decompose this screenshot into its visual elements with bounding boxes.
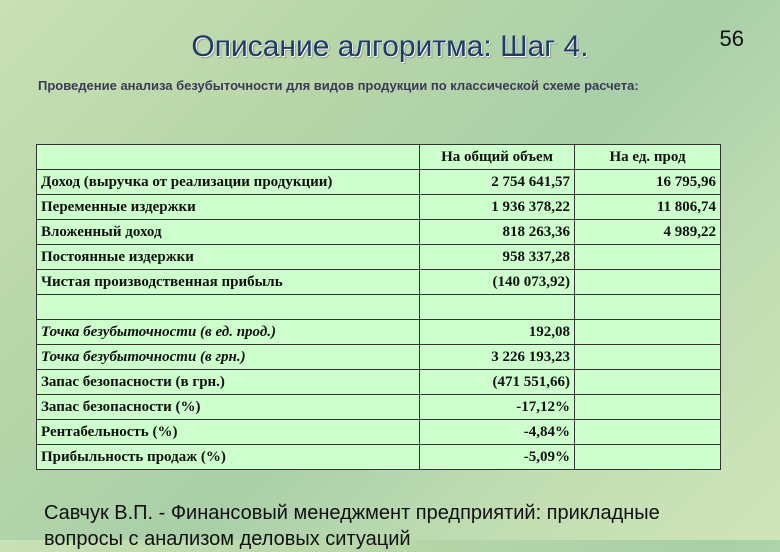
slide-title: Описание алгоритма: Шаг 4. (191, 30, 589, 63)
table-row (37, 395, 721, 420)
header-label (37, 145, 420, 170)
table-row (37, 195, 721, 220)
row-total: 2 754 641,57 (420, 170, 575, 195)
row-unit (575, 445, 721, 470)
slide-subtitle: Проведение анализа безубыточности для видов продукции по классической схеме расчета: (38, 78, 639, 93)
citation (44, 500, 744, 552)
table-row (37, 220, 721, 245)
row-total: -4,84% (420, 420, 575, 445)
table-row (37, 245, 721, 270)
table-row (37, 420, 721, 445)
table-row (37, 170, 721, 195)
row-total: -5,09% (420, 445, 575, 470)
row-unit (575, 320, 721, 345)
table-row (37, 345, 721, 370)
table-row (37, 370, 721, 395)
row-total: -17,12% (420, 395, 575, 420)
row-total: 3 226 193,23 (420, 345, 575, 370)
row-unit: 16 795,96 (575, 170, 721, 195)
row-unit: 11 806,74 (575, 195, 721, 220)
header-per-unit: На ед. прод (575, 145, 721, 170)
row-label: Чистая производственная прибыль (37, 270, 420, 295)
row-label: Рентабельность (%) (37, 420, 420, 445)
row-unit (575, 245, 721, 270)
table-header-row (37, 145, 721, 170)
citation-line-2: вопросы с анализом деловых ситуаций (44, 528, 411, 550)
header-total-volume: На общий объем (420, 145, 575, 170)
row-unit (575, 370, 721, 395)
row-total (420, 295, 575, 320)
row-label: Запас безопасности (%) (37, 395, 420, 420)
page-number: 56 (719, 26, 744, 51)
row-unit: 4 989,22 (575, 220, 721, 245)
table-row (37, 270, 721, 295)
row-label: Прибыльность продаж (%) (37, 445, 420, 470)
table-row (37, 445, 721, 470)
row-unit (575, 395, 721, 420)
row-label: Точка безубыточности (в грн.) (37, 345, 420, 370)
row-unit (575, 270, 721, 295)
row-total: 192,08 (420, 320, 575, 345)
row-label: Постоянные издержки (37, 245, 420, 270)
row-total: (471 551,66) (420, 370, 575, 395)
row-total: 1 936 378,22 (420, 195, 575, 220)
breakeven-table (36, 144, 721, 470)
row-total: (140 073,92) (420, 270, 575, 295)
row-label (37, 295, 420, 320)
row-label: Переменные издержки (37, 195, 420, 220)
row-label: Запас безопасности (в грн.) (37, 370, 420, 395)
row-label: Доход (выручка от реализации продукции) (37, 170, 420, 195)
row-unit (575, 295, 721, 320)
row-label: Вложенный доход (37, 220, 420, 245)
row-unit (575, 420, 721, 445)
table-row (37, 320, 721, 345)
row-unit (575, 345, 721, 370)
row-label: Точка безубыточности (в ед. прод.) (37, 320, 420, 345)
citation-line-1: Савчук В.П. - Финансовый менеджмент предприятий: прикладные (44, 502, 660, 524)
row-total: 958 337,28 (420, 245, 575, 270)
table-row-empty (37, 295, 721, 320)
row-total: 818 263,36 (420, 220, 575, 245)
